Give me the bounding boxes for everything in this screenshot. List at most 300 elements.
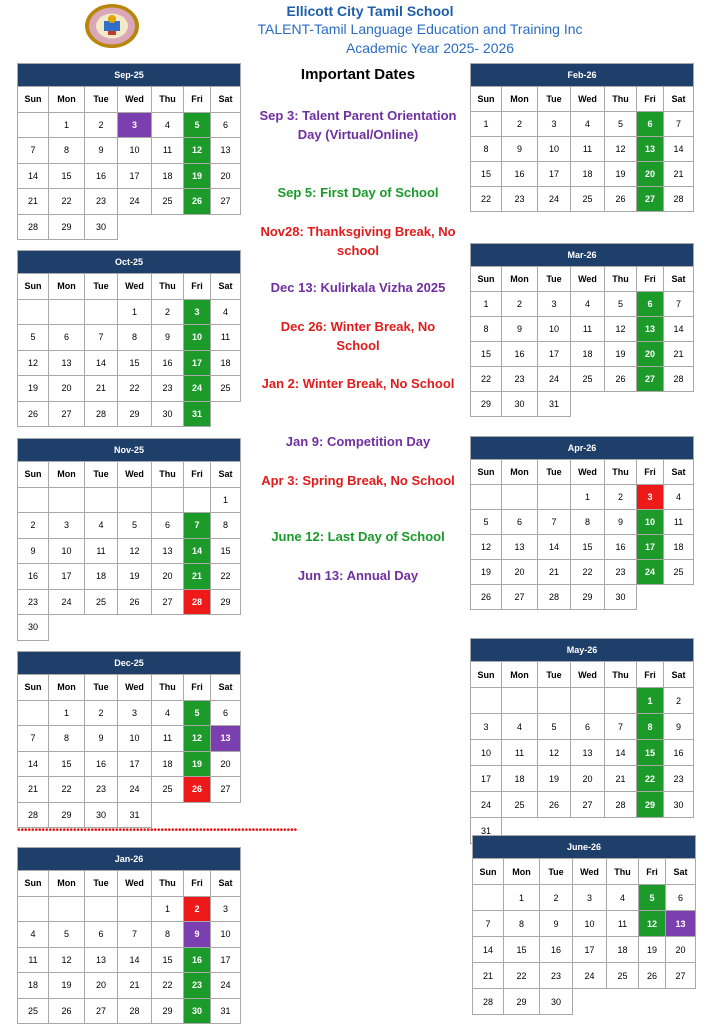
day-cell: 26 (538, 792, 571, 818)
day-name: Thu (605, 662, 637, 688)
day-cell: 10 (538, 137, 571, 162)
day-cell: 29 (118, 401, 152, 427)
day-name: Thu (152, 87, 184, 113)
day-cell: 16 (502, 342, 538, 367)
calendar-nov-25 (17, 438, 241, 641)
day-cell: 26 (184, 777, 211, 803)
day-cell: 25 (152, 189, 184, 215)
day-cell: 28 (18, 802, 49, 828)
event-item: Nov28: Thanksgiving Break, No school (260, 224, 456, 258)
day-cell: 10 (538, 317, 571, 342)
day-name: Wed (118, 871, 152, 897)
event-item: Dec 26: Winter Break, No School (280, 319, 436, 353)
day-cell: 31 (184, 401, 211, 427)
day-cell: 15 (211, 538, 241, 564)
day-cell: 3 (573, 885, 607, 911)
day-cell: 5 (18, 325, 49, 351)
day-cell: 1 (49, 700, 85, 726)
day-cell: 30 (502, 392, 538, 417)
day-cell: 10 (118, 726, 152, 752)
day-cell: 27 (571, 792, 605, 818)
day-cell: 11 (152, 726, 184, 752)
day-cell: 14 (118, 947, 152, 973)
day-cell: 5 (118, 513, 152, 539)
day-cell: 9 (540, 911, 573, 937)
day-cell: 14 (18, 163, 49, 189)
organization-name: TALENT-Tamil Language Education and Training Inc (257, 21, 583, 37)
day-name: Sat (211, 675, 241, 701)
day-cell: 10 (573, 911, 607, 937)
day-cell: 11 (571, 137, 605, 162)
blank-cell (49, 896, 85, 922)
day-name: Tue (85, 871, 118, 897)
day-cell: 22 (49, 777, 85, 803)
blank-cell (152, 802, 184, 828)
day-cell: 17 (471, 766, 502, 792)
day-cell: 19 (118, 564, 152, 590)
day-name: Sat (211, 274, 241, 300)
day-name: Wed (571, 662, 605, 688)
blank-cell (538, 688, 571, 714)
day-cell: 6 (502, 510, 538, 535)
event-item: Jan 2: Winter Break, No School (261, 376, 455, 391)
day-cell: 27 (666, 963, 696, 989)
month-table (17, 438, 241, 641)
day-cell: 28 (184, 589, 211, 615)
day-cell: 21 (664, 162, 694, 187)
day-cell: 13 (49, 350, 85, 376)
day-cell: 9 (85, 726, 118, 752)
month-table (17, 250, 241, 427)
blank-cell (152, 487, 184, 513)
day-name: Thu (605, 87, 637, 112)
day-cell: 24 (118, 777, 152, 803)
event-item: Apr 3: Spring Break, No School (261, 473, 455, 488)
day-cell: 10 (118, 138, 152, 164)
day-name: Fri (637, 460, 664, 485)
blank-cell (473, 885, 504, 911)
day-cell: 4 (85, 513, 118, 539)
day-cell: 10 (49, 538, 85, 564)
day-cell: 5 (471, 510, 502, 535)
day-cell: 12 (18, 350, 49, 376)
day-cell: 30 (540, 989, 573, 1015)
blank-cell (118, 896, 152, 922)
day-cell: 2 (85, 700, 118, 726)
day-cell: 6 (211, 700, 241, 726)
day-cell: 26 (605, 187, 637, 212)
month-title: Sep-25 (18, 64, 241, 87)
day-cell: 21 (18, 189, 49, 215)
blank-cell (18, 112, 49, 138)
day-cell: 5 (184, 112, 211, 138)
day-name: Fri (184, 274, 211, 300)
day-cell: 3 (538, 292, 571, 317)
day-cell: 26 (49, 998, 85, 1024)
day-name: Sun (18, 462, 49, 488)
day-cell: 11 (664, 510, 694, 535)
blank-cell (637, 585, 664, 610)
day-name: Thu (605, 267, 637, 292)
month-title: Jan-26 (18, 848, 241, 871)
blank-cell (502, 485, 538, 510)
blank-cell (184, 802, 211, 828)
day-cell: 28 (473, 989, 504, 1015)
day-cell: 13 (637, 317, 664, 342)
blank-cell (605, 688, 637, 714)
day-cell: 3 (184, 299, 211, 325)
day-cell: 1 (152, 896, 184, 922)
month-table (470, 638, 694, 844)
day-cell: 22 (152, 973, 184, 999)
day-cell: 27 (502, 585, 538, 610)
day-name: Thu (152, 675, 184, 701)
day-cell: 13 (637, 137, 664, 162)
blank-cell (605, 392, 637, 417)
day-cell: 30 (85, 802, 118, 828)
day-name: Wed (118, 462, 152, 488)
event-item: Jun 13: Annual Day (297, 568, 419, 583)
day-cell: 12 (605, 137, 637, 162)
day-name: Fri (637, 87, 664, 112)
school-logo (84, 3, 140, 49)
day-name: Mon (49, 462, 85, 488)
day-cell: 19 (639, 937, 666, 963)
day-cell: 9 (85, 138, 118, 164)
day-cell: 22 (211, 564, 241, 590)
day-name: Mon (49, 871, 85, 897)
day-cell: 17 (211, 947, 241, 973)
day-name: Sun (471, 662, 502, 688)
day-cell: 15 (571, 535, 605, 560)
day-name: Wed (118, 274, 152, 300)
day-cell: 19 (184, 751, 211, 777)
day-cell: 9 (502, 137, 538, 162)
day-cell: 16 (664, 740, 694, 766)
day-name: Mon (502, 87, 538, 112)
day-name: Sat (211, 87, 241, 113)
day-cell: 21 (18, 777, 49, 803)
day-cell: 9 (605, 510, 637, 535)
day-cell: 2 (605, 485, 637, 510)
day-cell: 27 (637, 187, 664, 212)
day-cell: 29 (637, 792, 664, 818)
day-cell: 21 (184, 564, 211, 590)
day-cell: 21 (473, 963, 504, 989)
day-cell: 14 (184, 538, 211, 564)
month-table (17, 847, 241, 1024)
day-cell: 14 (664, 317, 694, 342)
day-cell: 12 (605, 317, 637, 342)
day-name: Sat (664, 460, 694, 485)
day-name: Fri (639, 859, 666, 885)
day-name: Sun (18, 274, 49, 300)
calendar-sep-25 (17, 63, 241, 240)
blank-cell (118, 615, 152, 641)
day-cell: 12 (118, 538, 152, 564)
day-cell: 4 (152, 700, 184, 726)
event-item: June 12: Last Day of School (271, 529, 445, 544)
day-cell: 25 (607, 963, 639, 989)
day-cell: 17 (118, 751, 152, 777)
day-cell: 28 (605, 792, 637, 818)
day-cell: 16 (152, 350, 184, 376)
day-cell: 13 (152, 538, 184, 564)
blank-cell (471, 688, 502, 714)
day-name: Sat (664, 267, 694, 292)
month-table (472, 835, 696, 1015)
day-cell: 13 (211, 726, 241, 752)
blank-cell (211, 214, 241, 240)
blank-cell (49, 487, 85, 513)
day-cell: 11 (211, 325, 241, 351)
day-cell: 17 (637, 535, 664, 560)
day-cell: 29 (152, 998, 184, 1024)
day-cell: 13 (666, 911, 696, 937)
calendar-feb-26 (470, 63, 694, 212)
day-cell: 7 (85, 325, 118, 351)
day-cell: 18 (211, 350, 241, 376)
day-cell: 28 (538, 585, 571, 610)
day-cell: 25 (502, 792, 538, 818)
day-cell: 24 (573, 963, 607, 989)
day-cell: 3 (211, 896, 241, 922)
day-cell: 17 (538, 342, 571, 367)
day-cell: 18 (18, 973, 49, 999)
day-name: Mon (49, 87, 85, 113)
day-name: Thu (152, 462, 184, 488)
day-name: Sat (211, 871, 241, 897)
day-cell: 2 (184, 896, 211, 922)
day-cell: 9 (152, 325, 184, 351)
day-cell: 19 (605, 342, 637, 367)
month-table (470, 436, 694, 610)
day-cell: 28 (118, 998, 152, 1024)
day-cell: 6 (85, 922, 118, 948)
day-cell: 25 (664, 560, 694, 585)
day-cell: 23 (664, 766, 694, 792)
day-cell: 17 (538, 162, 571, 187)
day-cell: 5 (639, 885, 666, 911)
day-cell: 7 (118, 922, 152, 948)
day-cell: 29 (49, 802, 85, 828)
day-cell: 6 (152, 513, 184, 539)
day-cell: 22 (471, 367, 502, 392)
day-cell: 5 (49, 922, 85, 948)
month-table (470, 63, 694, 212)
blank-cell (85, 487, 118, 513)
day-name: Sun (18, 87, 49, 113)
day-name: Thu (607, 859, 639, 885)
blank-cell (85, 299, 118, 325)
day-cell: 18 (607, 937, 639, 963)
day-cell: 25 (85, 589, 118, 615)
day-cell: 18 (502, 766, 538, 792)
day-cell: 8 (152, 922, 184, 948)
day-cell: 2 (540, 885, 573, 911)
day-cell: 31 (471, 818, 502, 844)
calendar-june-26 (472, 835, 696, 1015)
blank-cell (571, 688, 605, 714)
day-name: Fri (637, 662, 664, 688)
blank-cell (607, 989, 639, 1015)
day-cell: 17 (49, 564, 85, 590)
calendar-mar-26 (470, 243, 694, 417)
day-cell: 22 (471, 187, 502, 212)
blank-cell (49, 615, 85, 641)
day-cell: 1 (504, 885, 540, 911)
day-cell: 16 (85, 163, 118, 189)
month-title: Nov-25 (18, 439, 241, 462)
day-cell: 4 (571, 292, 605, 317)
day-name: Tue (85, 87, 118, 113)
calendar-jan-26 (17, 847, 241, 1024)
event-item: Jan 9: Competition Day (285, 434, 431, 449)
day-name: Sun (473, 859, 504, 885)
day-cell: 20 (666, 937, 696, 963)
blank-cell (85, 896, 118, 922)
blank-cell (664, 392, 694, 417)
day-cell: 16 (18, 564, 49, 590)
day-name: Sat (664, 662, 694, 688)
day-cell: 13 (571, 740, 605, 766)
day-cell: 21 (118, 973, 152, 999)
day-cell: 24 (637, 560, 664, 585)
day-cell: 1 (571, 485, 605, 510)
day-cell: 12 (184, 726, 211, 752)
day-name: Fri (184, 87, 211, 113)
day-cell: 27 (85, 998, 118, 1024)
day-cell: 4 (18, 922, 49, 948)
blank-cell (118, 487, 152, 513)
day-cell: 8 (637, 714, 664, 740)
day-name: Wed (118, 675, 152, 701)
blank-cell (152, 615, 184, 641)
day-cell: 2 (18, 513, 49, 539)
day-cell: 6 (49, 325, 85, 351)
day-cell: 28 (664, 367, 694, 392)
day-cell: 25 (211, 376, 241, 402)
day-cell: 27 (152, 589, 184, 615)
day-cell: 10 (637, 510, 664, 535)
calendar-oct-25 (17, 250, 241, 427)
day-cell: 26 (639, 963, 666, 989)
day-cell: 28 (85, 401, 118, 427)
day-cell: 15 (118, 350, 152, 376)
day-cell: 2 (85, 112, 118, 138)
day-cell: 30 (605, 585, 637, 610)
day-cell: 28 (18, 214, 49, 240)
calendar-apr-26 (470, 436, 694, 610)
day-cell: 14 (664, 137, 694, 162)
day-cell: 1 (211, 487, 241, 513)
day-cell: 9 (502, 317, 538, 342)
day-name: Tue (538, 662, 571, 688)
day-cell: 28 (664, 187, 694, 212)
blank-cell (637, 392, 664, 417)
dotted-divider: •••••••••••••••••••••••••••••••••••••••••••••••••••••••••••••••••••••••••••••••• (17, 825, 298, 836)
day-cell: 11 (152, 138, 184, 164)
day-cell: 29 (471, 392, 502, 417)
day-cell: 4 (664, 485, 694, 510)
day-cell: 24 (211, 973, 241, 999)
day-cell: 12 (639, 911, 666, 937)
month-table (17, 651, 241, 828)
day-cell: 8 (211, 513, 241, 539)
day-cell: 10 (211, 922, 241, 948)
day-cell: 6 (666, 885, 696, 911)
day-cell: 14 (605, 740, 637, 766)
day-cell: 8 (49, 726, 85, 752)
day-cell: 1 (118, 299, 152, 325)
day-cell: 16 (540, 937, 573, 963)
day-cell: 29 (504, 989, 540, 1015)
month-title: May-26 (471, 639, 694, 662)
month-title: Feb-26 (471, 64, 694, 87)
day-name: Fri (184, 871, 211, 897)
blank-cell (471, 485, 502, 510)
day-cell: 7 (538, 510, 571, 535)
day-name: Tue (538, 87, 571, 112)
day-cell: 24 (49, 589, 85, 615)
day-name: Sun (471, 87, 502, 112)
day-cell: 8 (504, 911, 540, 937)
day-name: Wed (573, 859, 607, 885)
blank-cell (184, 214, 211, 240)
day-cell: 20 (502, 560, 538, 585)
day-cell: 23 (85, 777, 118, 803)
day-cell: 26 (18, 401, 49, 427)
day-cell: 31 (211, 998, 241, 1024)
day-cell: 30 (18, 615, 49, 641)
day-cell: 20 (85, 973, 118, 999)
day-cell: 8 (49, 138, 85, 164)
day-cell: 31 (538, 392, 571, 417)
day-cell: 15 (471, 342, 502, 367)
day-cell: 30 (184, 998, 211, 1024)
day-name: Mon (49, 274, 85, 300)
blank-cell (666, 989, 696, 1015)
day-cell: 27 (211, 777, 241, 803)
day-name: Wed (571, 460, 605, 485)
day-cell: 12 (184, 138, 211, 164)
day-cell: 21 (538, 560, 571, 585)
day-cell: 23 (85, 189, 118, 215)
day-cell: 4 (571, 112, 605, 137)
day-name: Sun (18, 871, 49, 897)
day-name: Sat (664, 87, 694, 112)
day-cell: 12 (471, 535, 502, 560)
day-cell: 7 (184, 513, 211, 539)
day-cell: 3 (637, 485, 664, 510)
day-cell: 29 (211, 589, 241, 615)
day-cell: 22 (637, 766, 664, 792)
month-title: Mar-26 (471, 244, 694, 267)
day-cell: 24 (471, 792, 502, 818)
day-cell: 22 (49, 189, 85, 215)
day-cell: 7 (605, 714, 637, 740)
blank-cell (211, 802, 241, 828)
day-name: Mon (504, 859, 540, 885)
day-cell: 6 (637, 112, 664, 137)
day-cell: 8 (471, 317, 502, 342)
day-name: Thu (152, 274, 184, 300)
day-name: Sun (471, 460, 502, 485)
day-cell: 6 (571, 714, 605, 740)
blank-cell (18, 896, 49, 922)
day-cell: 15 (637, 740, 664, 766)
blank-cell (18, 299, 49, 325)
